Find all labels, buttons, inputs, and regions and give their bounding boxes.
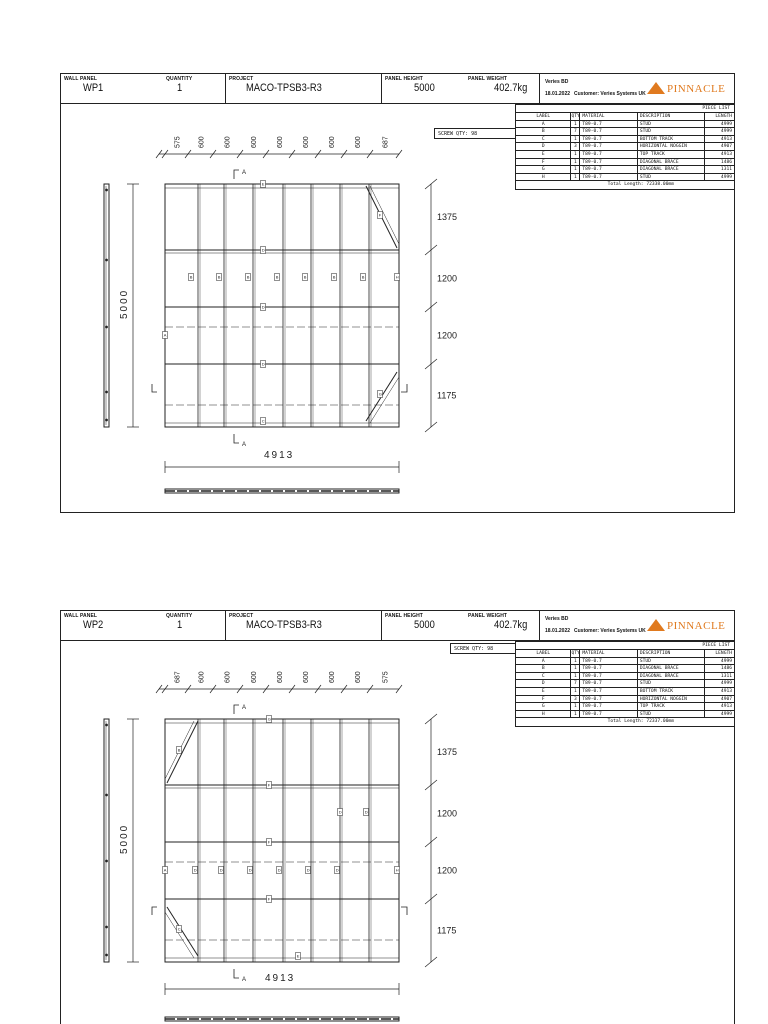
wall-panel-id: WP1 (83, 82, 104, 94)
header-material: MATERIAL (580, 113, 637, 120)
piece-qty: 1 (571, 688, 580, 695)
panel-height-value: 5000 (414, 619, 435, 631)
top-dim-value: 600 (355, 671, 362, 683)
svg-text:B: B (303, 274, 307, 280)
right-dim-value: 1375 (437, 212, 458, 222)
piece-qty: 1 (571, 159, 580, 166)
piece-material: T89-0.7 (580, 665, 637, 672)
piece-qty: 7 (571, 680, 580, 687)
piece-qty: 1 (571, 665, 580, 672)
component-tag (163, 867, 168, 874)
svg-text:G: G (267, 716, 271, 722)
component-tag (261, 181, 266, 188)
component-tag (306, 867, 311, 874)
piece-label: B (516, 665, 571, 672)
project-value: MACO-TPSB3-R3 (246, 82, 322, 94)
piece-description: TOP TRACK (638, 703, 705, 710)
piece-qty: 1 (571, 136, 580, 143)
component-tag (189, 274, 194, 281)
total-length: Total Length: 72338.00mm (607, 182, 674, 188)
top-dim-value: 600 (224, 136, 232, 148)
component-tag (193, 867, 198, 874)
wall-panel-sheet (60, 73, 735, 513)
component-tag (361, 274, 366, 281)
piece-qty: 1 (571, 174, 580, 181)
svg-text:D: D (261, 361, 265, 367)
piece-description: STUD (638, 658, 705, 665)
panel-weight-label: PANEL WEIGHT (468, 613, 508, 619)
piece-description: HORIZONTAL NOGGIN (638, 696, 705, 703)
header-label: LABEL (516, 113, 571, 120)
piece-length: 4913 (720, 704, 732, 710)
plan-view (165, 489, 399, 493)
panel-weight-value: 402.7kg (494, 619, 528, 631)
project-label: PROJECT (229, 76, 254, 82)
piece-material: T89-0.7 (580, 136, 637, 143)
piece-material: T89-0.7 (580, 711, 637, 718)
section-label-bottom: A (242, 977, 247, 983)
piece-label: H (516, 711, 571, 718)
piece-material: T89-0.7 (580, 703, 637, 710)
header-material: MATERIAL (580, 650, 637, 657)
piece-description: TOP TRACK (638, 151, 705, 158)
brand-name: PINNACLE (667, 620, 726, 632)
vendor-name: Veries BD (545, 616, 569, 622)
svg-text:D: D (335, 867, 339, 873)
quantity-label: QUANTITY (166, 613, 193, 619)
svg-text:H: H (395, 867, 399, 873)
svg-text:G: G (378, 391, 382, 397)
piece-description: STUD (638, 680, 705, 687)
piece-description: DIAGONAL BRACE (638, 159, 705, 166)
piece-length: 1486 (720, 666, 732, 672)
top-dim-value: 600 (329, 136, 336, 148)
top-dim-value: 575 (174, 136, 182, 148)
svg-text:E: E (261, 181, 265, 187)
svg-text:D: D (306, 867, 310, 873)
top-dim-value: 600 (303, 671, 310, 683)
top-dim-value: 575 (382, 671, 390, 683)
svg-text:B: B (275, 274, 279, 280)
top-dim-value: 600 (329, 671, 336, 683)
top-dim-value: 600 (198, 136, 206, 148)
svg-text:B: B (246, 274, 250, 280)
svg-text:B: B (361, 274, 365, 280)
brand-name: PINNACLE (667, 83, 726, 95)
piece-description: BOTTOM TRACK (638, 688, 705, 695)
piece-qty: 3 (571, 143, 580, 150)
vendor-customer: Customer: Veries Systems UK (574, 91, 646, 97)
top-dim-value: 600 (224, 671, 232, 683)
svg-text:F: F (267, 896, 271, 902)
component-tag (177, 926, 182, 933)
right-dim-value: 1175 (437, 925, 457, 936)
panel-drawing (61, 74, 736, 514)
piece-material: T89-0.7 (580, 658, 637, 665)
piece-material: T89-0.7 (580, 159, 637, 166)
right-dim-value: 1200 (437, 273, 458, 284)
top-dim-value: 600 (277, 671, 284, 683)
svg-text:D: D (219, 867, 223, 873)
piece-description: STUD (638, 174, 705, 181)
panel-height-value: 5000 (414, 82, 435, 94)
panel-frame (165, 716, 399, 962)
panel-drawing (61, 611, 736, 1024)
piece-material: T89-0.7 (580, 166, 637, 173)
component-tag (364, 809, 369, 816)
piece-material: T89-0.7 (580, 680, 637, 687)
panel-frame (165, 181, 399, 427)
piece-label: A (516, 658, 571, 665)
component-tag (267, 782, 272, 789)
wall-panel-id: WP2 (83, 619, 104, 631)
wall-panel-label: WALL PANEL (64, 613, 98, 619)
piece-length: 1486 (720, 159, 732, 165)
piece-list-title: PIECE LIST (516, 642, 734, 650)
piece-list-title: PIECE LIST (516, 105, 734, 113)
component-tag (248, 867, 253, 874)
component-tag (378, 391, 383, 398)
svg-text:D: D (193, 867, 197, 873)
component-tag (303, 274, 308, 281)
component-tag (395, 867, 400, 874)
piece-length: 1311 (720, 167, 732, 173)
vendor-date: 18.01.2022 (545, 628, 571, 634)
piece-material: T89-0.7 (580, 128, 637, 135)
piece-description: DIAGONAL BRACE (638, 665, 705, 672)
top-dim-value: 600 (277, 136, 284, 148)
piece-label: F (516, 159, 571, 166)
svg-text:D: D (277, 867, 281, 873)
quantity-label: QUANTITY (166, 76, 193, 82)
svg-text:A: A (163, 332, 167, 338)
piece-length: 1311 (720, 673, 732, 679)
svg-text:D: D (261, 304, 265, 310)
piece-qty: 1 (571, 121, 580, 128)
piece-description: BOTTOM TRACK (638, 136, 705, 143)
svg-text:F: F (267, 839, 271, 845)
svg-text:C: C (177, 926, 181, 932)
wall-panel-label: WALL PANEL (64, 76, 98, 82)
piece-length: 4999 (720, 681, 732, 687)
vendor-customer: Customer: Veries Systems UK (574, 628, 646, 634)
piece-label: D (516, 143, 571, 150)
piece-description: HORIZONTAL NOGGIN (638, 143, 705, 150)
component-tag (217, 274, 222, 281)
piece-label: G (516, 166, 571, 173)
panel-weight-value: 402.7kg (494, 82, 528, 94)
component-tag (296, 953, 301, 960)
width-dim-text: 4913 (265, 973, 296, 984)
piece-description: STUD (638, 121, 705, 128)
piece-label: C (516, 136, 571, 143)
component-tag (395, 274, 400, 281)
vendor-name: Veries BD (545, 79, 569, 85)
panel-height-label: PANEL HEIGHT (385, 613, 423, 619)
right-dim-value: 1375 (437, 747, 458, 757)
header-description: DESCRIPTION (638, 113, 705, 120)
component-tag (332, 274, 337, 281)
top-dim-value: 600 (198, 671, 206, 683)
right-dim-value: 1200 (437, 865, 458, 876)
component-tag (219, 867, 224, 874)
plan-view (165, 1017, 399, 1021)
width-dimension (165, 983, 399, 995)
piece-description: STUD (638, 711, 705, 718)
piece-length: 4913 (720, 151, 732, 157)
piece-length: 4907 (720, 144, 732, 150)
component-tag (267, 839, 272, 846)
piece-description: STUD (638, 128, 705, 135)
piece-label: H (516, 174, 571, 181)
piece-label: E (516, 688, 571, 695)
piece-qty: 1 (571, 658, 580, 665)
svg-text:C: C (261, 418, 265, 424)
svg-text:B: B (217, 274, 221, 280)
piece-material: T89-0.7 (580, 121, 637, 128)
section-label-bottom: A (242, 442, 247, 448)
component-tag (267, 896, 272, 903)
svg-text:D: D (364, 809, 368, 815)
top-dim-value: 687 (174, 671, 182, 683)
section-label-top: A (242, 170, 247, 176)
header-label: LABEL (516, 650, 571, 657)
top-dim-value: 600 (251, 671, 258, 683)
piece-length: 4999 (720, 121, 732, 127)
component-tag (277, 867, 282, 874)
width-dimension (165, 461, 399, 473)
piece-label: F (516, 696, 571, 703)
svg-text:D: D (261, 247, 265, 253)
svg-text:D: D (338, 809, 342, 815)
piece-qty: 1 (571, 166, 580, 173)
piece-material: T89-0.7 (580, 143, 637, 150)
right-dim-value: 1200 (437, 330, 458, 341)
top-dim-value: 600 (251, 136, 258, 148)
piece-material: T89-0.7 (580, 696, 637, 703)
svg-text:B: B (189, 274, 193, 280)
screw-qty-box: SCREW QTY: 98 (450, 643, 532, 654)
quantity-value: 1 (177, 82, 183, 94)
piece-material: T89-0.7 (580, 151, 637, 158)
header-description: DESCRIPTION (638, 650, 705, 657)
component-tag (267, 716, 272, 723)
piece-description: DIAGONAL BRACE (638, 673, 705, 680)
wall-panel-sheet (60, 610, 735, 1024)
piece-label: D (516, 680, 571, 687)
top-dim-texts (175, 671, 390, 683)
height-dim-text: 5000 (119, 288, 130, 319)
total-length: Total Length: 72337.00mm (607, 719, 674, 725)
component-tag (261, 304, 266, 311)
component-tag (275, 274, 280, 281)
svg-text:F: F (267, 782, 271, 788)
piece-label: B (516, 128, 571, 135)
svg-text:B: B (177, 747, 181, 753)
svg-text:H: H (395, 274, 399, 280)
component-tag (378, 212, 383, 219)
piece-qty: 1 (571, 703, 580, 710)
section-label-top: A (242, 705, 247, 711)
piece-label: A (516, 121, 571, 128)
piece-qty: 3 (571, 696, 580, 703)
header-qty: QTY (571, 114, 580, 119)
piece-length: 4907 (720, 696, 732, 702)
header-qty: QTY (571, 651, 580, 656)
side-elevation (104, 719, 109, 962)
piece-length: 4913 (720, 688, 732, 694)
svg-text:F: F (378, 212, 382, 218)
component-tag (246, 274, 251, 281)
piece-label: G (516, 703, 571, 710)
piece-length: 4999 (720, 711, 732, 717)
quantity-value: 1 (177, 619, 183, 631)
screw-qty-box: SCREW QTY: 98 (434, 128, 516, 139)
header-length: LENGTH (715, 114, 732, 119)
piece-material: T89-0.7 (580, 688, 637, 695)
piece-material: T89-0.7 (580, 174, 637, 181)
component-tag (177, 747, 182, 754)
piece-qty: 7 (571, 128, 580, 135)
svg-text:E: E (296, 953, 300, 959)
project-value: MACO-TPSB3-R3 (246, 619, 322, 631)
component-tag (338, 809, 343, 816)
piece-material: T89-0.7 (580, 673, 637, 680)
piece-qty: 1 (571, 151, 580, 158)
side-elevation (104, 184, 109, 427)
piece-label: E (516, 151, 571, 158)
right-dim-value: 1200 (437, 808, 458, 819)
header-length: LENGTH (715, 651, 732, 656)
top-dim-value: 687 (382, 136, 390, 148)
component-tag (261, 418, 266, 425)
svg-text:A: A (163, 867, 167, 873)
component-tag (261, 247, 266, 254)
width-dim-text: 4913 (264, 450, 295, 461)
piece-length: 4999 (720, 174, 732, 180)
svg-text:B: B (332, 274, 336, 280)
component-tag (163, 332, 168, 339)
panel-weight-label: PANEL WEIGHT (468, 76, 508, 82)
project-label: PROJECT (229, 613, 254, 619)
piece-qty: 1 (571, 711, 580, 718)
top-dim-value: 600 (303, 136, 310, 148)
component-tag (261, 361, 266, 368)
piece-length: 4913 (720, 136, 732, 142)
panel-height-label: PANEL HEIGHT (385, 76, 423, 82)
right-dim-value: 1175 (437, 390, 457, 401)
vendor-date: 18.01.2022 (545, 91, 571, 97)
piece-length: 4999 (720, 658, 732, 664)
height-dim-text: 5000 (119, 823, 130, 854)
piece-label: C (516, 673, 571, 680)
svg-text:D: D (248, 867, 252, 873)
piece-length: 4999 (720, 129, 732, 135)
piece-qty: 1 (571, 673, 580, 680)
piece-description: DIAGONAL BRACE (638, 166, 705, 173)
top-dim-texts (175, 136, 390, 148)
top-dim-value: 600 (355, 136, 362, 148)
component-tag (335, 867, 340, 874)
